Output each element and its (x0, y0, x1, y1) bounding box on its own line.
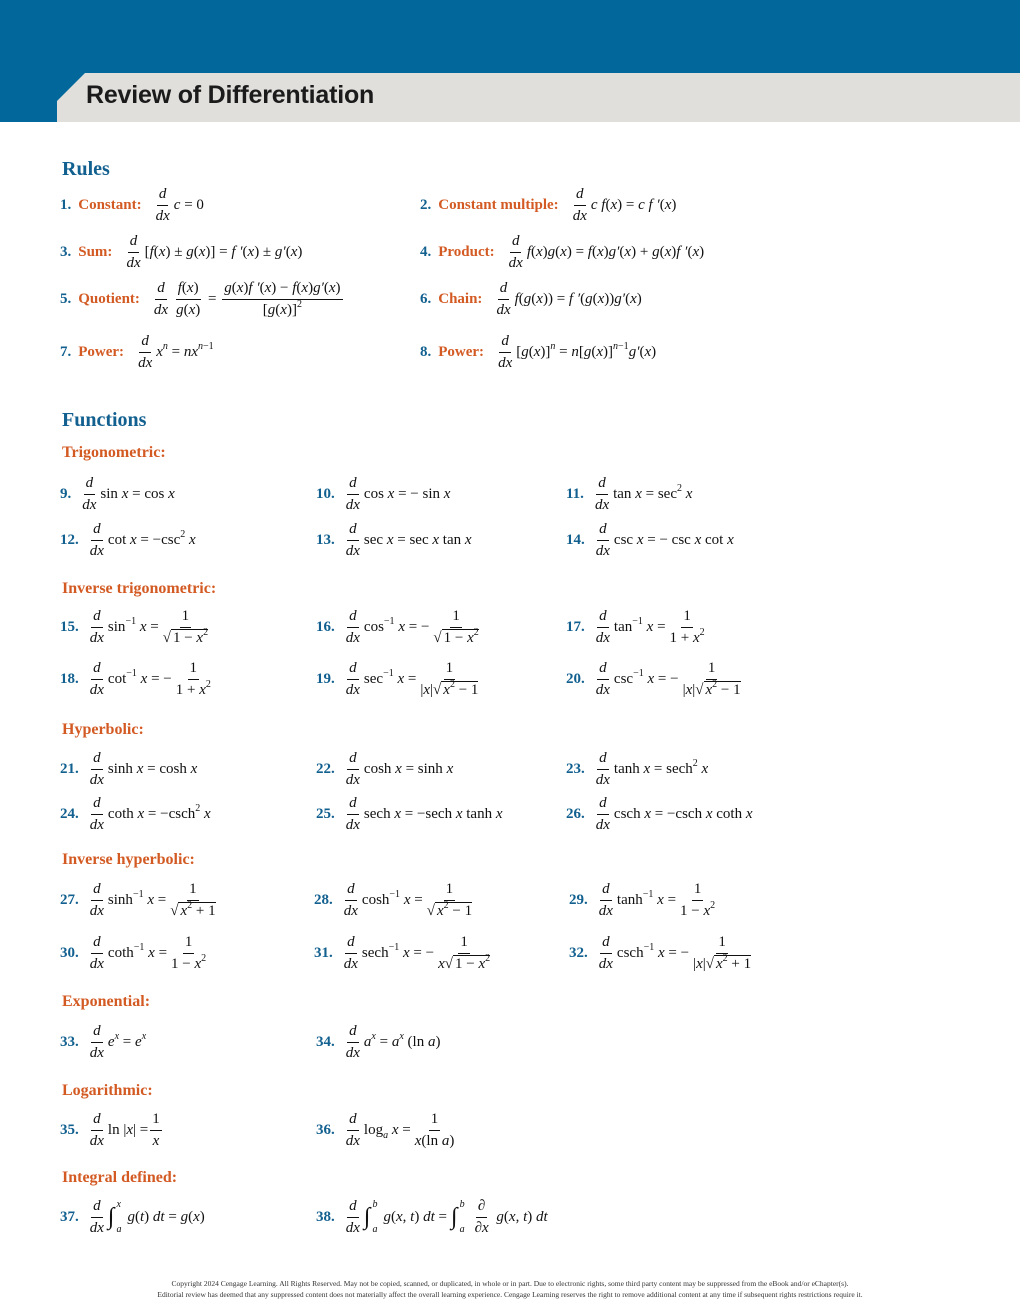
formula-number: 9. (60, 485, 72, 502)
rule-name: Product: (438, 243, 495, 260)
derivative-operator: $\frac{d}{dx}$ (345, 660, 360, 698)
formula-18: 18. $\frac{d}{dx}$ $\cot^{-1} x$ = − $\frac{1}{1 + x^2}$ (60, 660, 211, 698)
formula-12: 12. $\frac{d}{dx}$ $\cot x = -\csc^2$ x (60, 521, 196, 559)
formula-38: 38. $\frac{d}{dx}$ ∫ b a g(x, t) dt = ∫ b a $\frac{\partial}{\partial x}$ g(x, t) dt (316, 1198, 548, 1236)
rule-3 (60, 233, 302, 271)
formula-29: 29. $\frac{d}{dx}$ $\tanh^{-1} x$ = $\frac{1}{1 - x^2}$ (569, 881, 716, 919)
derivative-operator: $\frac{d}{dx}$ (343, 881, 358, 919)
derivative-operator: $\frac{d}{dx}$ (89, 1111, 104, 1149)
formula-number: 31. (314, 944, 333, 961)
derivative-operator: $\frac{d}{dx}$ (598, 881, 613, 919)
derivative-operator: $\frac{d}{dx}$ (138, 333, 153, 371)
rule-name: Power: (438, 343, 485, 360)
footer-notice: Editorial review has deemed that any suppressed content does not materially affect the overall learning experience. Cengage Learning reserves the right to remove additional content at any time if subsequent rights restrictions require it. (157, 1290, 863, 1299)
rule-7 (60, 333, 214, 371)
derivative-operator: $\frac{d}{dx}$ (89, 1198, 104, 1236)
formula-23: 23. $\frac{d}{dx}$ tanh x = sech$^2$ x (566, 750, 709, 788)
rule-number: 4. (420, 243, 432, 260)
derivative-operator: $\frac{d}{dx}$ (345, 1198, 360, 1236)
formula-number: 25. (316, 805, 335, 822)
formula-number: 16. (316, 618, 335, 635)
rule-number: 1. (60, 196, 72, 213)
derivative-operator: $\frac{d}{dx}$ (89, 881, 104, 919)
formula-number: 21. (60, 760, 79, 777)
formula: $x^n = nx^{n-1}$ (156, 340, 214, 360)
derivative-operator: $\frac{d}{dx}$ (153, 280, 169, 318)
derivative-operator: $\frac{d}{dx}$ (508, 233, 523, 271)
formula-14: 14. $\frac{d}{dx}$ csc x = − csc x cot x (566, 521, 734, 559)
derivative-operator: $\frac{d}{dx}$ (345, 750, 360, 788)
formula-31: 31. $\frac{d}{dx}$ sech$^{-1}$ x = − $\frac{1}{x√ 1 - x^2}$ (314, 934, 491, 972)
formula-19: 19. $\frac{d}{dx}$ $\sec^{-1} x$ = $\frac{1}{|x|√ x^2 - 1}$ (316, 660, 479, 698)
formula-number: 32. (569, 944, 588, 961)
formula-number: 26. (566, 805, 585, 822)
formula-37: 37. $\frac{d}{dx}$ ∫ x a g(t) dt = g(x) (60, 1198, 205, 1236)
formula-number: 36. (316, 1121, 335, 1138)
formula-number: 11. (566, 485, 584, 502)
derivative-operator: $\frac{d}{dx}$ (155, 186, 170, 224)
derivative-operator: $\frac{d}{dx}$ (89, 608, 104, 646)
section-rules: Rules (62, 158, 110, 180)
formula-22: 22. $\frac{d}{dx}$ cosh x = sinh x (316, 750, 454, 788)
derivative-operator: $\frac{d}{dx}$ (496, 280, 511, 318)
formula-number: 24. (60, 805, 79, 822)
formula-21: 21. $\frac{d}{dx}$ sinh x = cosh x (60, 750, 198, 788)
derivative-operator: $\frac{d}{dx}$ (82, 475, 97, 513)
derivative-operator: $\frac{d}{dx}$ (572, 186, 587, 224)
rule-6 (420, 280, 642, 318)
formula-number: 10. (316, 485, 335, 502)
category-hyperbolic: Hyperbolic: (62, 721, 144, 738)
derivative-operator: $\frac{d}{dx}$ (89, 660, 104, 698)
formula: f(x)g(x) = f(x)g′(x) + g(x)f ′(x) (526, 243, 705, 260)
formula-number: 29. (569, 891, 588, 908)
formula-11: 11. $\frac{d}{dx}$ $\tan x = \sec^2 x$ (566, 475, 693, 513)
derivative-operator: $\frac{d}{dx}$ (595, 660, 610, 698)
formula-number: 13. (316, 531, 335, 548)
derivative-operator: $\frac{d}{dx}$ (595, 750, 610, 788)
rule-name: Power: (78, 343, 125, 360)
category-trigonometric: Trigonometric: (62, 444, 166, 461)
formula-number: 27. (60, 891, 79, 908)
formula-number: 35. (60, 1121, 79, 1138)
derivative-operator: $\frac{d}{dx}$ (126, 233, 141, 271)
category-logarithmic: Logarithmic: (62, 1082, 153, 1099)
formula-number: 28. (314, 891, 333, 908)
formula-number: 15. (60, 618, 79, 635)
category-inverse-trigonometric: Inverse trigonometric: (62, 580, 217, 597)
rule-2 (420, 186, 676, 224)
formula-number: 20. (566, 670, 585, 687)
formula-32: 32. $\frac{d}{dx}$ csch$^{-1}$ x = − $\frac{1}{|x|√ x^2 + 1}$ (569, 934, 752, 972)
formula: f(g(x)) = f ′(g(x))g′(x) (514, 290, 642, 307)
derivative-operator: $\frac{d}{dx}$ (89, 750, 104, 788)
formula-35: 35. $\frac{d}{dx}$ ln |x| = $\frac{1}{x}$ (60, 1111, 160, 1149)
formula-number: 18. (60, 670, 79, 687)
rule-number: 3. (60, 243, 72, 260)
rule-number: 8. (420, 343, 432, 360)
section-functions: Functions (62, 409, 147, 431)
derivative-operator: $\frac{d}{dx}$ (595, 795, 610, 833)
derivative-operator: $\frac{d}{dx}$ (89, 521, 104, 559)
category-integral-defined: Integral defined: (62, 1169, 178, 1186)
derivative-operator: $\frac{d}{dx}$ (595, 521, 610, 559)
rule-name: Constant: (78, 196, 142, 213)
formula-number: 17. (566, 618, 585, 635)
rule-8 (420, 333, 656, 371)
formula-30: 30. $\frac{d}{dx}$ coth$^{-1}$ x = $\frac{1}{1 - x^2}$ (60, 934, 207, 972)
rule-number: 6. (420, 290, 432, 307)
formula-28: 28. $\frac{d}{dx}$ $\cosh^{-1} x$ = $\frac{1}{√ x^2 - 1}$ (314, 881, 473, 919)
rule-name: Sum: (78, 243, 113, 260)
derivative-operator: $\frac{d}{dx}$ (345, 1111, 360, 1149)
rule-name: Quotient: (78, 290, 140, 307)
derivative-operator: $\frac{d}{dx}$ (343, 934, 358, 972)
formula-number: 19. (316, 670, 335, 687)
formula-13: 13. $\frac{d}{dx}$ sec x = sec x tan x (316, 521, 472, 559)
formula-number: 14. (566, 531, 585, 548)
rule-number: 5. (60, 290, 72, 307)
formula-36: 36. $\frac{d}{dx}$ $\log_a x$ = $\frac{1}{\text{x(ln a)}}$ (316, 1111, 455, 1149)
page-title: Review of Differentiation (86, 81, 375, 109)
formula: [f(x) ± g(x)] = f ′(x) ± g′(x) (144, 243, 303, 260)
derivative-operator: $\frac{d}{dx}$ (345, 521, 360, 559)
formula-number: 33. (60, 1033, 79, 1050)
derivative-operator: $\frac{d}{dx}$ (498, 333, 513, 371)
formula-15: 15. $\frac{d}{dx}$ $\sin^{-1} x$ = $\frac{1}{√ 1 - x^2}$ (60, 608, 209, 646)
derivative-operator: $\frac{d}{dx}$ (594, 475, 610, 513)
derivative-operator: $\frac{d}{dx}$ (89, 795, 104, 833)
rule-number: 2. (420, 196, 432, 213)
formula-17: 17. $\frac{d}{dx}$ $\tan^{-1} x$ = $\frac{1}{1 + x^2}$ (566, 608, 705, 646)
derivative-operator: $\frac{d}{dx}$ (595, 608, 610, 646)
formula-number: 22. (316, 760, 335, 777)
rule-name: Constant multiple: (438, 196, 559, 213)
rule-1 (60, 186, 204, 224)
formula-16: 16. $\frac{d}{dx}$ $\cos^{-1} x$ = − $\frac{1}{√ 1 - x^2}$ (316, 608, 479, 646)
formula-34: 34. $\frac{d}{dx}$ $a^x = a^x$ (ln a) (316, 1023, 441, 1061)
formula-9: 9. $\frac{d}{dx}$ sin x = cos x (60, 475, 175, 513)
rule-name: Chain: (438, 290, 483, 307)
formula-33: 33. $\frac{d}{dx}$ $e^x = e^x$ (60, 1023, 147, 1061)
formula-26: 26. $\frac{d}{dx}$ csch x = −csch x coth x (566, 795, 753, 833)
fraction: $\frac{g(x)f '(x) - f(x)g'(x)}{[g(x)]^2}$ (224, 280, 341, 318)
derivative-operator: $\frac{d}{dx}$ (345, 795, 360, 833)
rule-number: 7. (60, 343, 72, 360)
formula-27: 27. $\frac{d}{dx}$ $\sinh^{-1} x$ = $\frac{1}{√ x^2 + 1}$ (60, 881, 216, 919)
formula-number: 12. (60, 531, 79, 548)
derivative-operator: $\frac{d}{dx}$ (89, 934, 104, 972)
formula-25: 25. $\frac{d}{dx}$ sech x = −sech x tanh x (316, 795, 503, 833)
formula-number: 23. (566, 760, 585, 777)
formula: c = 0 (173, 196, 204, 213)
rule-5: 5. Quotient: $\frac{d}{dx}$ $\frac{f(x)}{g(x)}$ = $\frac{g(x)f '(x) - f(x)g'(x)}{[g(x)]^2}$ (60, 280, 341, 318)
derivative-operator: $\frac{d}{dx}$ (89, 1023, 104, 1061)
formula-number: 38. (316, 1208, 335, 1225)
formula: c f(x) = c f ′(x) (590, 196, 677, 213)
formula-number: 37. (60, 1208, 79, 1225)
rule-4 (420, 233, 704, 271)
category-inverse-hyperbolic: Inverse hyperbolic: (62, 851, 195, 868)
formula-24: 24. $\frac{d}{dx}$ coth x = −csch$^2$ x (60, 795, 211, 833)
formula-20: 20. $\frac{d}{dx}$ $\csc^{-1} x$ = − $\frac{1}{|x|√ x^2 - 1}$ (566, 660, 741, 698)
derivative-operator: $\frac{d}{dx}$ (345, 608, 360, 646)
formula-number: 34. (316, 1033, 335, 1050)
derivative-operator: $\frac{d}{dx}$ (345, 475, 360, 513)
derivative-operator: $\frac{d}{dx}$ (598, 934, 613, 972)
footer-copyright: Copyright 2024 Cengage Learning. All Rights Reserved. May not be copied, scanned, or duplicated, in whole or in part. Due to electronic rights, some third party content may be suppressed from the eBook and/or eChapter(s). (171, 1279, 849, 1288)
category-exponential: Exponential: (62, 993, 151, 1010)
formula: $[g(x)]^n = n[g(x)]^{n-1}g'(x)$ (516, 340, 657, 360)
derivative-operator: $\frac{d}{dx}$ (345, 1023, 360, 1061)
fraction: $\frac{f(x)}{g(x)}$ (176, 280, 201, 318)
formula-number: 30. (60, 944, 79, 961)
formula-10: 10. $\frac{d}{dx}$ cos x = − sin x (316, 475, 451, 513)
